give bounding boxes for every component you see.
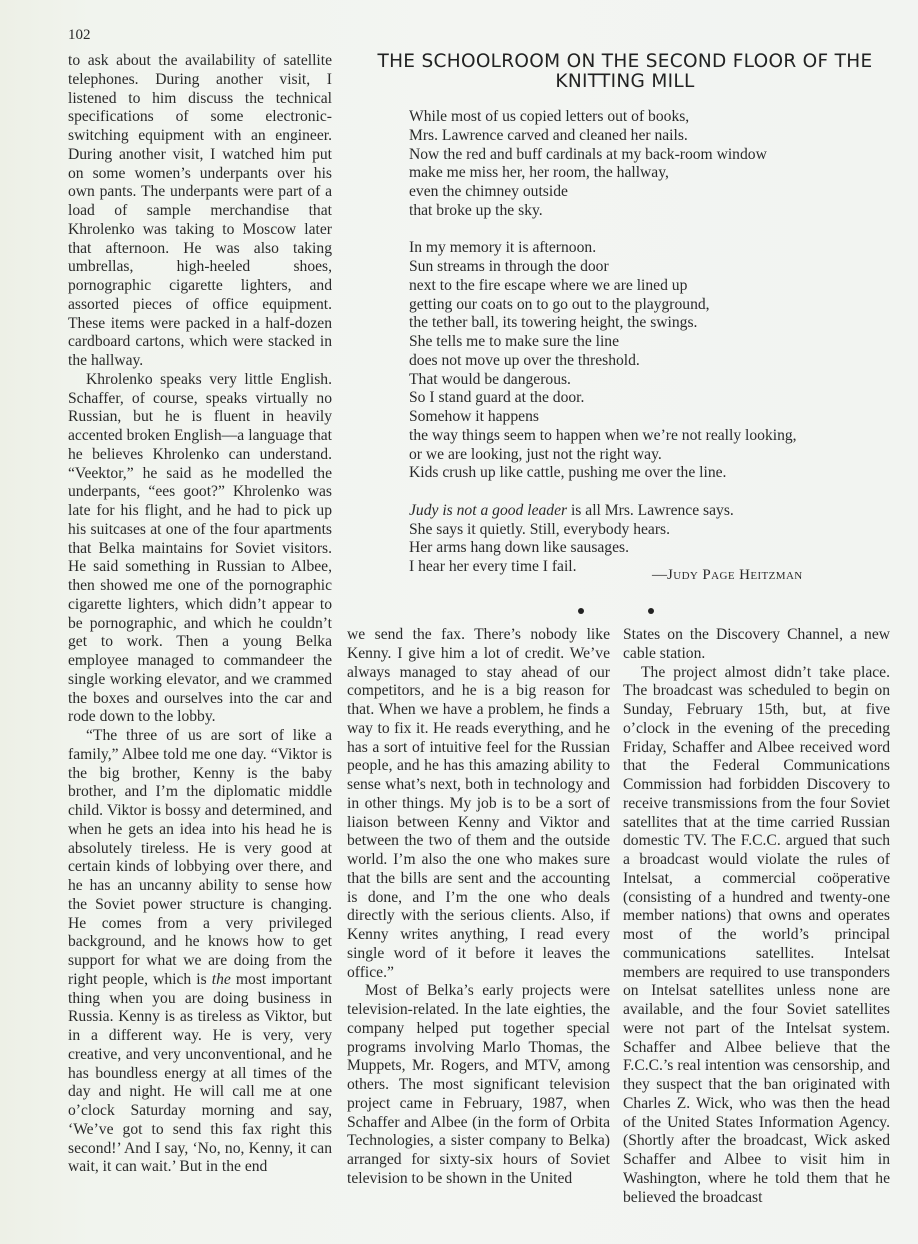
- article-paragraph: Most of Belka’s early projects were television-related. In the late eighties, the company helped put together special programs involving Marlo Thomas, the Muppets, Mr. Rogers, and MTV, among others. The most significant television project came in February, 1987, when Schaffer and Albee (in the form of Orbita Technologies, a sister company to Belka) arranged for sixty-six hours of Soviet television to be shown in the United: [347, 982, 610, 1187]
- poem-attribution: [652, 566, 803, 584]
- attribution-dash: —: [652, 567, 667, 583]
- poem-title: THE SCHOOLROOM ON THE SECOND FLOOR OF THE KNITTING MILL: [377, 51, 873, 92]
- poem-line: that broke up the sky.: [409, 201, 543, 219]
- poem-line: the tether ball, its towering height, the swings.: [409, 314, 698, 332]
- article-paragraph: The project almost didn’t take place. The broadcast was scheduled to begin on Sunday, February 15th, but, at five o’clock in the evening of the preceding Friday, Schaffer and Albee received word that the Federal Communications Commission had forbidden Discovery to receive transmissions from the four Soviet satellites that at the time carried Russian domestic TV. The F.C.C. argued that such a broadcast would violate the rules of Intelsat, a commercial coöperative (consisting of a hundred and twenty-one member nations) that owns and operates most of the world’s principal communications satellites. Intelsat members are required to use transponders on Intelsat satellites unless none are available, and the four Soviet satellites were not part of the Intelsat system. Schaffer and Albee believe that the F.C.C.’s real intention was censorship, and they suspect that the ban originated with Charles Z. Wick, who was then the head of the United States Information Agency. (Shortly after the broadcast, Wick asked Schaffer and Albee to visit him in Washington, where he told them that he believed the broadcast: [623, 663, 890, 1206]
- article-column-right: [623, 626, 890, 1207]
- article-paragraph: to ask about the availability of satellite telephones. During another visit, I listened to him discuss the technical specifications of some electronic-switching equipment with an engineer. During another visit, I watched him put on some women’s underpants over his own pants. The underpants were part of a load of sample merchandise that Khrolenko was taking to Moscow later that afternoon. He was also taking umbrellas, high-heeled shoes, pornographic cigarette lighters, and assorted pieces of office equipment. These items were packed in a half-dozen cardboard cartons, which were stacked in the hallway.: [68, 52, 332, 369]
- poem-line: or we are looking, just not the right way.: [409, 445, 662, 463]
- poem-line: While most of us copied letters out of books,: [409, 108, 690, 125]
- poem-line: getting our coats on to go out to the playground,: [409, 295, 710, 313]
- paragraph-text: “The three of us are sort of like a family,” Albee told me one day. “Viktor is the big brother, Kenny is the baby brother, and I’m the diplomatic middle child. Viktor is bossy and determined, and when he gets an idea into his head he is absolutely tireless. He is very good at certain kinds of lobbying over there, and he has an uncanny ability to sense how the Soviet power structure is changing. He comes from a very privileged background, and he knows how to get support for what we are doing from the right people, which is: [68, 727, 332, 988]
- poem-italic-phrase: Judy is not a good leader: [409, 501, 568, 519]
- poem-line: make me miss her, her room, the hallway,: [409, 164, 669, 182]
- poem-line: even the chimney outside: [409, 183, 568, 200]
- poem-line: Kids crush up like cattle, pushing me over the line.: [409, 464, 727, 482]
- poem-line: Mrs. Lawrence carved and cleaned her nails.: [409, 126, 688, 144]
- article-paragraph: we send the fax. There’s nobody like Kenny. I give him a lot of credit. We’ve always managed to stay ahead of our competitors, and he is a big reason for that. When we have a problem, he finds a way to fix it. He reads everything, and he has a sort of intuitive feel for the Russian people, and he has this amazing ability to sense what’s next, both in technology and in other things. My job is to be a sort of liaison between Kenny and Viktor and between the two of them and the outside world. I’m also the one who makes sure that the bills are sent and the accounting is done, and I’m the one who deals directly with the serious clients. Also, if Kenny writes anything, I read every single word of it before it leaves the office.”: [347, 626, 610, 981]
- poem-line: She tells me to make sure the line: [409, 333, 620, 350]
- poem-body: [409, 108, 869, 577]
- poem-line: She says it quietly. Still, everybody hears.: [409, 520, 671, 538]
- poem-line: Now the red and buff cardinals at my back-room window: [409, 145, 767, 163]
- poem-stanza: [409, 239, 869, 483]
- author-name: Judy Page Heitzman: [667, 567, 803, 583]
- article-column-left: [68, 52, 332, 1177]
- poem-line: So I stand guard at the door.: [409, 389, 585, 407]
- section-separator-dot: [578, 608, 584, 614]
- page-number: 102: [68, 27, 91, 43]
- poem-line: Somehow it happens: [409, 408, 539, 425]
- paragraph-text: most important thing when you are doing business in Russia. Kenny is as tireless as Viktor, but in a different way. He is very, very creative, and very unconventional, and he has boundless energy at all times of the day and night. He will call me at one o’clock Saturday morning and say, ‘We’ve got to send this fax right this second!’ And I say, ‘No, no, Kenny, it can wait, it can wait.’ But in the end: [68, 970, 332, 1176]
- poem-line: I hear her every time I fail.: [409, 558, 577, 575]
- poem-line-text: is all Mrs. Lawrence says.: [567, 501, 734, 519]
- poem-line: Sun streams in through the door: [409, 258, 609, 275]
- article-paragraph: Khrolenko speaks very little English. Schaffer, of course, speaks virtually no Russian, but he is fluent in heavily accented broken English—a language that he believes Khrolenko can understand. “Veektor,” he said as he modelled the underpants, “ees goot?” Khrolenko was late for his flight, and he had to pick up his suitcases at one of the four apartments that Belka maintains for Soviet visitors. He said something in Russian to Albee, then showed me one of the pornographic cigarette lighters, which didn’t appear to be pornographic, and which he couldn’t get to work. Then a young Belka employee managed to commandeer the single working elevator, and we crammed the boxes and ourselves into the car and rode down to the lobby.: [68, 370, 332, 726]
- poem-line: That would be dangerous.: [409, 370, 571, 388]
- article-column-middle: [347, 626, 610, 1189]
- section-separator-dot: [648, 608, 654, 614]
- poem-line: the way things seem to happen when we’re not really looking,: [409, 426, 797, 444]
- poem-line: next to the fire escape where we are lined up: [409, 276, 688, 294]
- poem-line: does not move up over the threshold.: [409, 351, 640, 369]
- poem-line: In my memory it is afternoon.: [409, 239, 597, 257]
- poem-line: [409, 502, 869, 521]
- article-paragraph: States on the Discovery Channel, a new cable station.: [623, 626, 890, 662]
- article-paragraph: [68, 727, 332, 1177]
- emphasis-text: the: [211, 970, 231, 988]
- poem-line: Her arms hang down like sausages.: [409, 539, 629, 557]
- poem-stanza: [409, 108, 869, 221]
